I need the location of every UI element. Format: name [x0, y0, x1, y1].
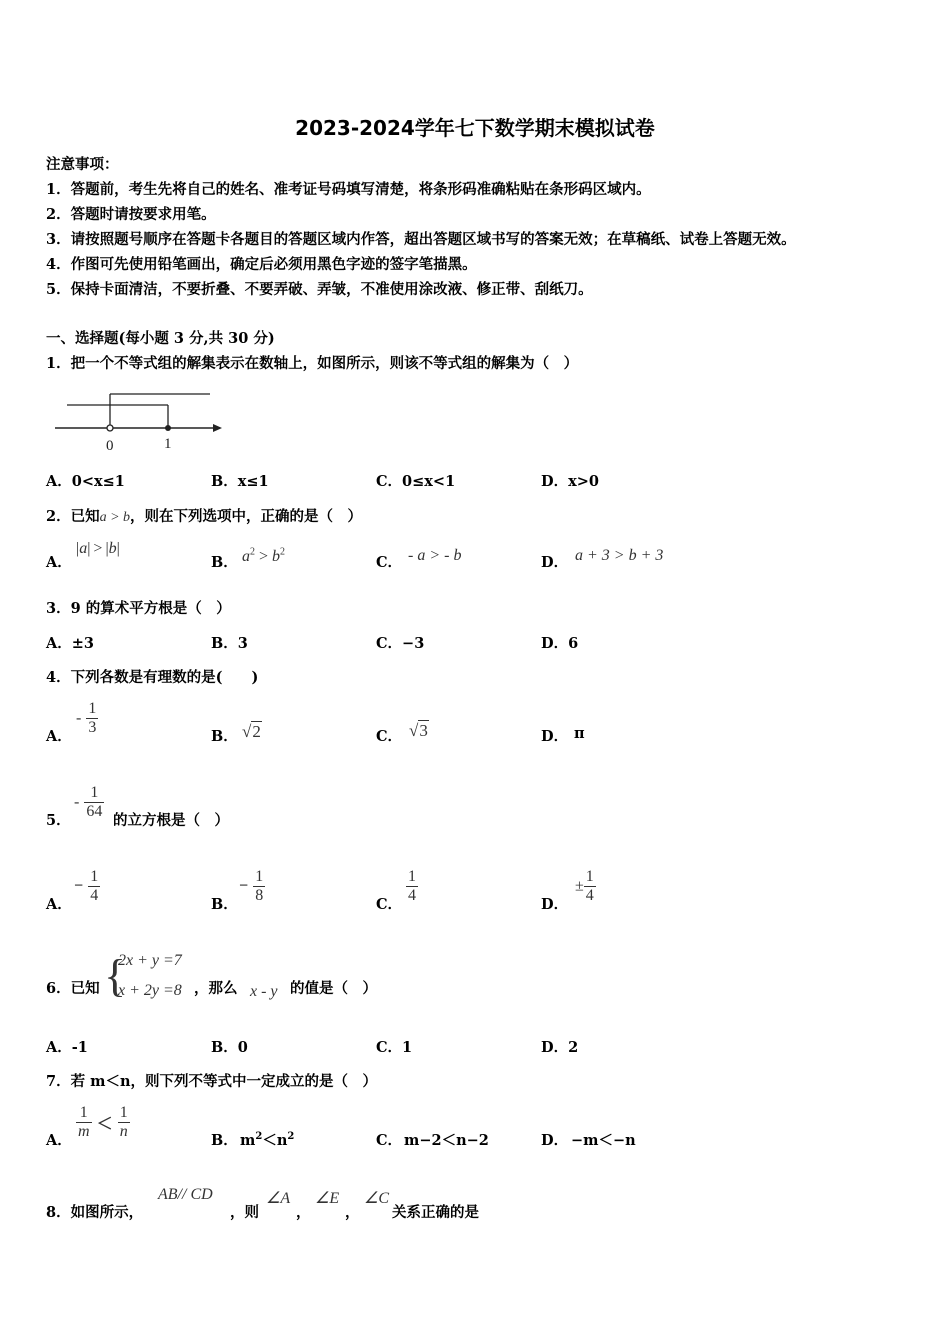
question-2-stem: 2．已知a > b，则在下列选项中，正确的是（ ）: [46, 508, 363, 525]
notice-item: 2．答题时请按要求用笔。: [46, 206, 216, 223]
q6-expression: x - y: [250, 983, 278, 1000]
q3-option-d: D．6: [541, 635, 579, 652]
axis-label-1: 1: [164, 436, 172, 452]
q4-option-a-label: A．: [46, 728, 72, 745]
q3-option-c: C．−3: [376, 635, 425, 652]
q6-stem-mid: ，那么: [194, 980, 238, 997]
q1-option-d: D．x>0: [541, 473, 599, 490]
question-4-stem: 4．下列各数是有理数的是( ): [46, 669, 259, 686]
q3-option-a: A．±3: [46, 635, 94, 652]
q8-angle-c: ∠C: [364, 1190, 390, 1207]
q8-parallel-math: AB// CD: [158, 1186, 213, 1203]
q8-stem-tail: 关系正确的是: [392, 1204, 479, 1221]
q2-option-d-label: D．: [541, 554, 569, 571]
notice-item: 1．答题前，考生先将自己的姓名、准考证号码填写清楚，将条形码准确粘贴在条形码区域内。: [46, 181, 651, 198]
q7-option-d-label: D．: [541, 1132, 569, 1149]
q6-equation-1: 2x + y =7: [118, 952, 182, 969]
question-1-stem: 1．把一个不等式组的解集表示在数轴上，如图所示，则该不等式组的解集为（ ）: [46, 355, 579, 372]
q8-comma: ，: [296, 1204, 311, 1221]
q1-option-a: A．0<x≤1: [46, 473, 125, 490]
q7-option-d-math: −m＜−n: [571, 1132, 636, 1149]
notice-item: 4．作图可先使用铅笔画出，确定后必须用黑色字迹的签字笔描黑。: [46, 256, 477, 273]
q7-option-a-math: $\frac{1}{m}$ ＜ $\frac{1}{n}$: [78, 1104, 128, 1140]
q5-stem-math: - $\frac{1}{64}$: [74, 784, 103, 820]
q7-option-c-label: C．: [376, 1132, 403, 1149]
q2-option-a-math: |a| > |b|: [76, 540, 120, 557]
question-7-stem: 7．若 m＜n，则下列不等式中一定成立的是（ ）: [46, 1073, 378, 1090]
q2-option-a-label: A．: [46, 554, 72, 571]
q6-option-a: A．-1: [46, 1039, 88, 1056]
q5-option-a-label: A．: [46, 896, 72, 913]
number-line-figure: [50, 388, 230, 454]
q5-stem-text: 的立方根是（ ）: [113, 812, 229, 829]
q1-option-c: C．0≤x<1: [376, 473, 456, 490]
q7-option-b-label: B．: [211, 1132, 238, 1149]
q4-option-d-math: π: [574, 725, 585, 742]
notice-item: 3．请按照题号顺序在答题卡各题目的答题区域内作答，超出答题区域书写的答案无效；在草稿纸、试卷上答题无效。: [46, 231, 796, 248]
q6-equation-2: x + 2y =8: [118, 982, 182, 999]
question-5-number: 5．: [46, 812, 71, 829]
q2-option-c-math: - a > - b: [408, 547, 462, 564]
q2-option-c-label: C．: [376, 554, 403, 571]
q5-option-b-math: − $\frac{1}{8}$: [239, 868, 264, 904]
q6-option-c: C．1: [376, 1039, 413, 1056]
q8-angle-e: ∠E: [315, 1190, 340, 1207]
axis-label-0: 0: [106, 438, 114, 454]
q4-option-c-math: √3: [409, 721, 428, 740]
q7-option-a-label: A．: [46, 1132, 72, 1149]
question-8-stem: 8．如图所示，: [46, 1204, 144, 1221]
q8-stem-then: ，则: [230, 1204, 259, 1221]
q7-option-c-math: m−2＜n−2: [404, 1132, 489, 1149]
q4-option-a-math: - $\frac{1}{3}$: [76, 700, 97, 736]
q2-option-d-math: a + 3 > b + 3: [575, 547, 664, 564]
q6-option-b: B．0: [211, 1039, 248, 1056]
question-3-stem: 3．9 的算术平方根是（ ）: [46, 600, 231, 617]
system-brace: {: [104, 950, 127, 1001]
section-heading: 一、选择题(每小题 3 分,共 30 分): [46, 330, 275, 347]
q5-option-c-label: C．: [376, 896, 403, 913]
q5-option-c-math: $\frac{1}{4}$: [408, 868, 416, 904]
q3-option-b: B．3: [211, 635, 248, 652]
q8-comma: ，: [345, 1204, 360, 1221]
q2-option-b-label: B．: [211, 554, 238, 571]
q2-option-b-math: $a^2 > b^2$: [242, 546, 286, 565]
q4-option-b-label: B．: [211, 728, 238, 745]
q4-option-c-label: C．: [376, 728, 403, 745]
q5-option-d-label: D．: [541, 896, 569, 913]
q1-option-b: B．x≤1: [211, 473, 269, 490]
q5-option-d-math: ± $\frac{1}{4}$: [575, 868, 594, 904]
page-title: 2023-2024学年七下数学期末模拟试卷: [295, 116, 655, 140]
q7-option-b-math: $m^2<n^2$: [240, 1131, 295, 1149]
q5-option-b-label: B．: [211, 896, 238, 913]
q4-option-b-math: √2: [242, 722, 261, 741]
q5-option-a-math: − $\frac{1}{4}$: [74, 868, 99, 904]
question-6-number: 6．已知: [46, 980, 100, 997]
q6-stem-tail: 的值是（ ）: [290, 980, 377, 997]
q4-option-d-label: D．: [541, 728, 569, 745]
q6-option-d: D．2: [541, 1039, 579, 1056]
notice-heading: 注意事项：: [46, 156, 119, 173]
q8-angle-a: ∠A: [266, 1190, 291, 1207]
notice-item: 5．保持卡面清洁，不要折叠、不要弄破、弄皱，不准使用涂改液、修正带、刮纸刀。: [46, 281, 593, 298]
